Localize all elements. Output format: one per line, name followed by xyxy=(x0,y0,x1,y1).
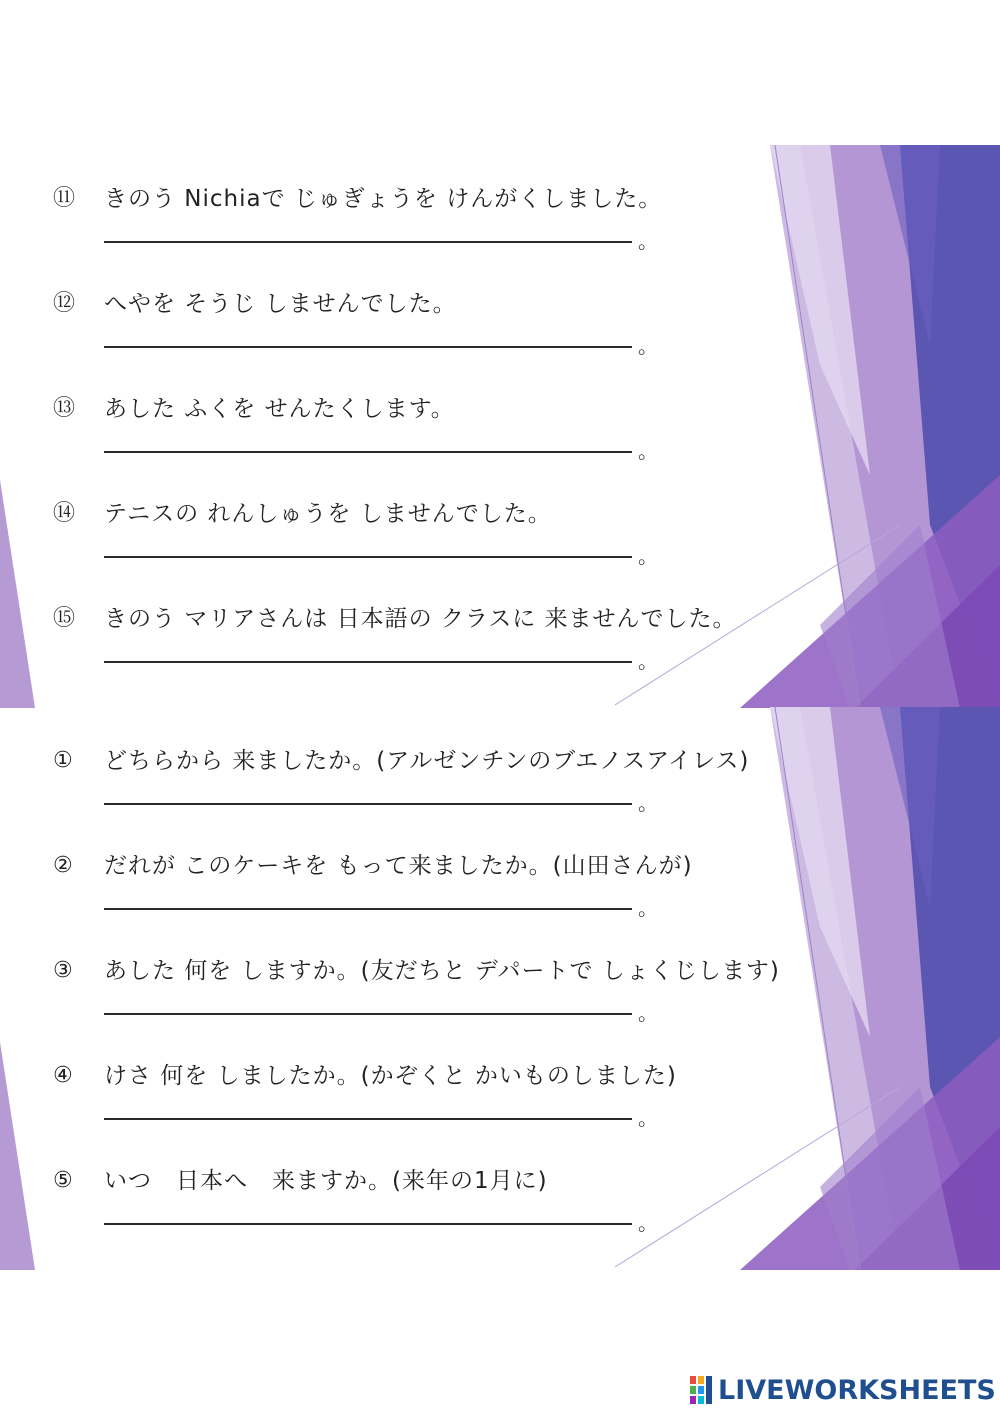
question-text: どちらから 来ましたか。(アルゼンチンのブエノスアイレス) xyxy=(104,748,750,774)
answer-period: 。 xyxy=(638,649,658,673)
question-number: ⑭ xyxy=(53,501,76,526)
answer-line[interactable] xyxy=(104,908,632,910)
question-number: ⑬ xyxy=(53,396,76,421)
question-2 xyxy=(0,812,1000,920)
question-number: ⑪ xyxy=(53,186,76,211)
question-number: ⑮ xyxy=(53,606,76,631)
question-1 xyxy=(0,707,1000,815)
question-text: テニスの れんしゅうを しませんでした。 xyxy=(104,501,552,527)
question-4 xyxy=(0,1022,1000,1130)
question-12 xyxy=(0,250,1000,358)
question-number: ② xyxy=(53,853,73,878)
question-number: ③ xyxy=(53,958,73,983)
worksheet-panel-top xyxy=(0,145,1000,708)
answer-line[interactable] xyxy=(104,346,632,348)
question-text: あした 何を しますか。(友だちと デパートで しょくじします) xyxy=(104,958,780,984)
question-11 xyxy=(0,145,1000,253)
question-13 xyxy=(0,355,1000,463)
answer-line[interactable] xyxy=(104,1118,632,1120)
question-text: きのう マリアさんは 日本語の クラスに 来ませんでした。 xyxy=(104,606,737,632)
answer-period: 。 xyxy=(638,544,658,568)
liveworksheets-logo-icon xyxy=(690,1376,714,1404)
question-number: ① xyxy=(53,748,73,773)
answer-line[interactable] xyxy=(104,1013,632,1015)
question-text: へやを そうじ しませんでした。 xyxy=(104,291,457,317)
answer-line[interactable] xyxy=(104,803,632,805)
question-text: だれが このケーキを もって来ましたか。(山田さんが) xyxy=(104,853,693,879)
liveworksheets-brand-text: LIVEWORKSHEETS xyxy=(718,1374,996,1406)
answer-period: 。 xyxy=(638,1106,658,1130)
question-15 xyxy=(0,565,1000,673)
question-text: いつ 日本へ 来ますか。(来年の1月に) xyxy=(104,1168,548,1194)
answer-line[interactable] xyxy=(104,241,632,243)
answer-line[interactable] xyxy=(104,661,632,663)
answer-line[interactable] xyxy=(104,1223,632,1225)
answer-period: 。 xyxy=(638,896,658,920)
question-3 xyxy=(0,917,1000,1025)
answer-period: 。 xyxy=(638,791,658,815)
answer-line[interactable] xyxy=(104,556,632,558)
answer-period: 。 xyxy=(638,1211,658,1235)
liveworksheets-logo xyxy=(690,1373,996,1407)
worksheet-panel-bottom xyxy=(0,707,1000,1270)
question-14 xyxy=(0,460,1000,568)
question-text: けさ 何を しましたか。(かぞくと かいものしました) xyxy=(104,1063,677,1089)
answer-period: 。 xyxy=(638,1001,658,1025)
answer-period: 。 xyxy=(638,439,658,463)
answer-period: 。 xyxy=(638,334,658,358)
question-number: ④ xyxy=(53,1063,73,1088)
question-text: あした ふくを せんたくします。 xyxy=(104,396,455,422)
question-text: きのう Nichiaで じゅぎょうを けんがくしました。 xyxy=(104,186,663,212)
answer-line[interactable] xyxy=(104,451,632,453)
question-number: ⑫ xyxy=(53,291,76,316)
question-5 xyxy=(0,1127,1000,1235)
question-number: ⑤ xyxy=(53,1168,73,1193)
answer-period: 。 xyxy=(638,229,658,253)
